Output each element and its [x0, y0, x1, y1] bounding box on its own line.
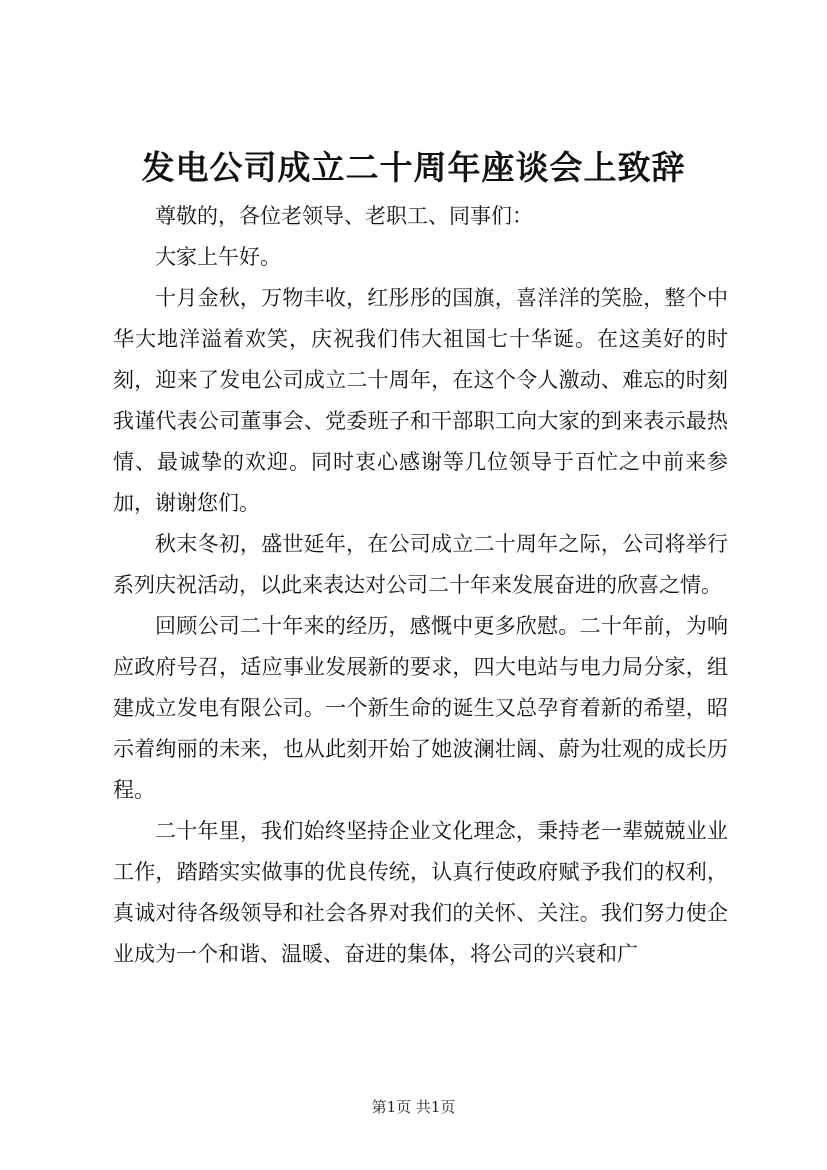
paragraph-greeting: 大家上午好。 — [155, 245, 281, 269]
document-body — [113, 196, 728, 975]
paragraph-body: 秋末冬初，盛世延年，在公司成立二十周年之际，公司将举行系列庆祝活动，以此来表达对公司二十年来发展奋进的欣喜之情。 — [113, 532, 728, 597]
paragraph-body: 十月金秋，万物丰收，红彤彤的国旗，喜洋洋的笑脸，整个中华大地洋溢着欢笑，庆祝我们伟大祖国七十华诞。在这美好的时刻，迎来了发电公司成立二十周年，在这个令人激动、难忘的时刻我谨代表公司董事会、党委班子和干部职工向大家的到来表示最热情、最诚挚的欢迎。同时衷心感谢等几位领导于百忙之中前来参加，谢谢您们。 — [113, 286, 728, 515]
paragraph-body: 回顾公司二十年来的经历，感慨中更多欣慰。二十年前，为响应政府号召，适应事业发展新的要求，四大电站与电力局分家，组建成立发电有限公司。一个新生命的诞生又总孕育着新的希望，昭示着绚丽的未来，也从此刻开始了她波澜壮阔、蔚为壮观的成长历程。 — [113, 614, 728, 802]
paragraph-body: 二十年里，我们始终坚持企业文化理念，秉持老一辈兢兢业业工作，踏踏实实做事的优良传统，认真行使政府赋予我们的权利，真诚对待各级领导和社会各界对我们的关怀、关注。我们努力使企业成为一个和谐、温暖、奋进的集体，将公司的兴衰和广 — [113, 819, 728, 966]
page-number-footer: 第1页 共1页 — [371, 1098, 456, 1116]
document-title: 发电公司成立二十周年座谈会上致辞 — [141, 148, 686, 187]
paragraph-salutation: 尊敬的，各位老领导、老职工、同事们： — [155, 204, 533, 228]
